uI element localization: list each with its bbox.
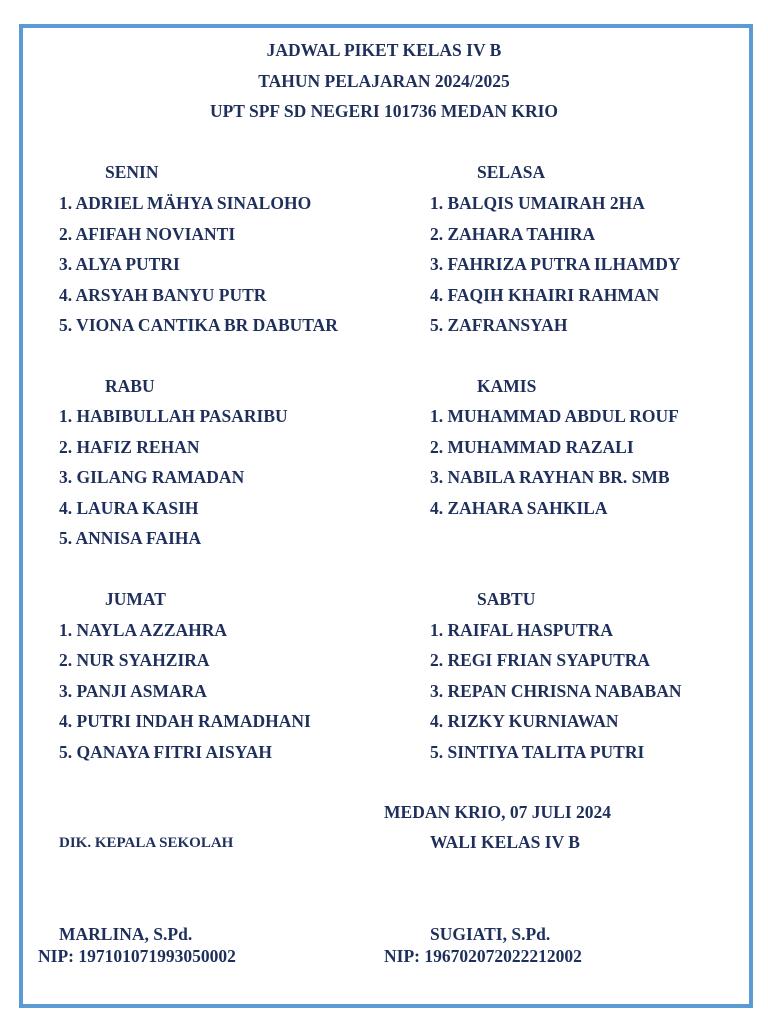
list-item: 1. RAIFAL HASPUTRA <box>430 620 613 640</box>
list-item: 5. ZAFRANSYAH <box>430 315 568 335</box>
list-item: 3. NABILA RAYHAN BR. SMB <box>430 467 670 487</box>
list-item: 1. NAYLA AZZAHRA <box>59 620 228 640</box>
list-item: 1. HABIBULLAH PASARIBU <box>59 406 288 426</box>
day-heading-kamis: KAMIS <box>477 376 537 396</box>
homeroom-role: WALI KELAS IV B <box>430 832 580 852</box>
list-item: 3. ALYA PUTRI <box>59 254 180 274</box>
day-heading-senin: SENIN <box>105 162 159 182</box>
list-item: 4. LAURA KASIH <box>59 498 199 518</box>
day-heading-selasa: SELASA <box>477 162 546 182</box>
list-item: 5. SINTIYA TALITA PUTRI <box>430 742 645 762</box>
list-item: 4. RIZKY KURNIAWAN <box>430 711 619 731</box>
list-item: 1. ADRIEL MÄHYA SINALOHO <box>59 193 312 213</box>
principal-nip: NIP: 197101071993050002 <box>38 946 236 966</box>
principal-role: DIK. KEPALA SEKOLAH <box>59 835 234 851</box>
list-item: 3. PANJI ASMARA <box>59 681 207 701</box>
list-item: 2. AFIFAH NOVIANTI <box>59 224 236 244</box>
list-item: 2. NUR SYAHZIRA <box>59 650 210 670</box>
list-item: 2. HAFIZ REHAN <box>59 437 200 457</box>
list-item: 5. VIONA CANTIKA BR DABUTAR <box>59 315 338 335</box>
list-item: 4. ARSYAH BANYU PUTR <box>59 285 267 305</box>
list-item: 4. PUTRI INDAH RAMADHANI <box>59 711 311 731</box>
principal-name: MARLINA, S.Pd. <box>59 924 193 944</box>
list-item: 3. FAHRIZA PUTRA ILHAMDY <box>430 254 681 274</box>
list-item: 4. ZAHARA SAHKILA <box>430 498 608 518</box>
list-item: 1. MUHAMMAD ABDUL ROUF <box>430 406 679 426</box>
document-title: JADWAL PIKET KELAS IV B <box>266 40 502 60</box>
day-heading-rabu: RABU <box>105 376 155 396</box>
day-heading-sabtu: SABTU <box>477 589 536 609</box>
list-item: 3. GILANG RAMADAN <box>59 467 245 487</box>
list-item: 1. BALQIS UMAIRAH 2HA <box>430 193 645 213</box>
list-item: 2. REGI FRIAN SYAPUTRA <box>430 650 651 670</box>
list-item: 2. MUHAMMAD RAZALI <box>430 437 634 457</box>
homeroom-nip: NIP: 196702072022212002 <box>384 946 582 966</box>
homeroom-name: SUGIATI, S.Pd. <box>430 924 551 944</box>
school-name: UPT SPF SD NEGERI 101736 MEDAN KRIO <box>209 101 559 121</box>
list-item: 2. ZAHARA TAHIRA <box>430 224 596 244</box>
list-item: 5. QANAYA FITRI AISYAH <box>59 742 272 762</box>
list-item: 5. ANNISA FAIHA <box>59 528 202 548</box>
list-item: 3. REPAN CHRISNA NABABAN <box>430 681 682 701</box>
academic-year: TAHUN PELAJARAN 2024/2025 <box>258 71 510 91</box>
place-date: MEDAN KRIO, 07 JULI 2024 <box>384 802 612 822</box>
day-heading-jumat: JUMAT <box>105 589 166 609</box>
list-item: 4. FAQIH KHAIRI RAHMAN <box>430 285 660 305</box>
